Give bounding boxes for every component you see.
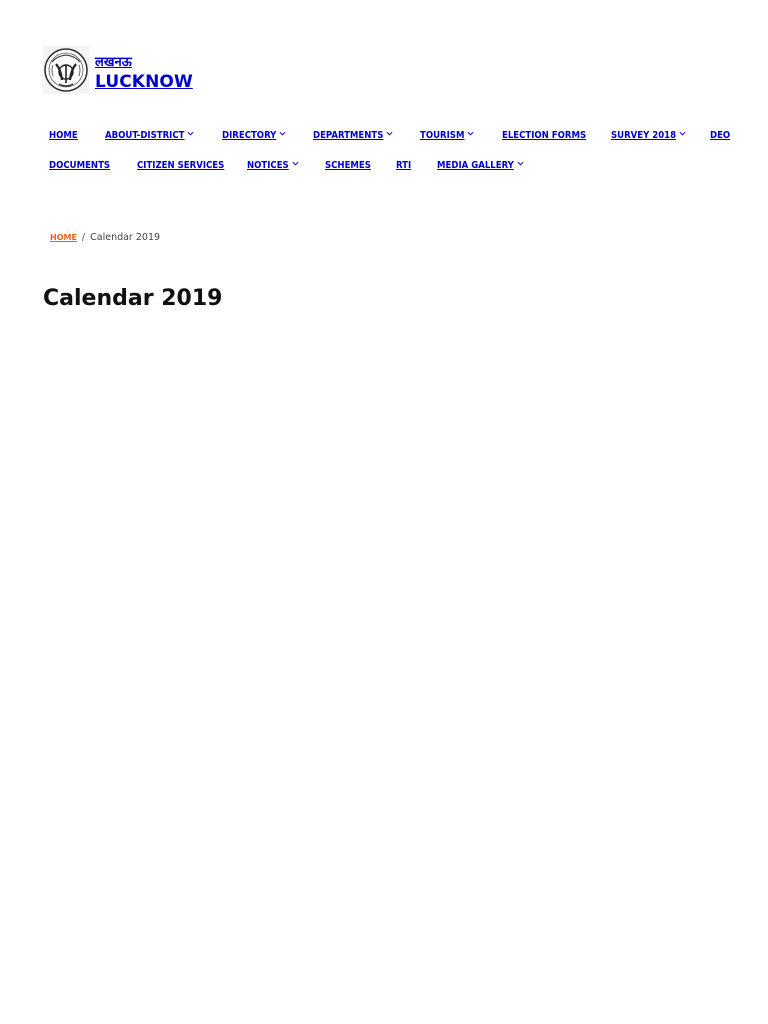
nav-item-home[interactable]: [49, 126, 78, 146]
nav-item-label: TOURISM: [420, 130, 465, 141]
nav-item-label: NOTICES: [247, 160, 289, 171]
nav-item-label: RTI: [396, 160, 412, 171]
nav-item-election-forms[interactable]: [502, 126, 586, 146]
chevron-down-icon: [679, 130, 686, 137]
chevron-down-icon: [467, 130, 474, 137]
nav-item-media-gallery[interactable]: [437, 156, 524, 176]
nav-row-1: [0, 126, 768, 146]
nav-item-deo[interactable]: [710, 126, 730, 146]
nav-item-label: HOME: [49, 130, 78, 141]
nav-item-schemes[interactable]: [325, 156, 371, 176]
nav-item-directory[interactable]: [222, 126, 286, 146]
nav-item-survey-2018[interactable]: [611, 126, 686, 146]
site-name-hindi-link[interactable]: लखनऊ: [95, 55, 132, 70]
breadcrumb-current: Calendar 2019: [90, 232, 161, 243]
nav-item-rti[interactable]: [396, 156, 411, 176]
nav-item-citizen-services[interactable]: [137, 156, 224, 176]
nav-item-label: DEPARTMENTS: [313, 130, 384, 141]
nav-item-notices[interactable]: [247, 156, 299, 176]
breadcrumb: [50, 231, 160, 245]
nav-item-label: ABOUT-DISTRICT: [105, 130, 185, 141]
chevron-down-icon: [292, 160, 299, 167]
breadcrumb-home-link[interactable]: HOME: [50, 233, 77, 242]
site-brand[interactable]: [43, 46, 193, 94]
nav-row-2: [0, 156, 768, 176]
nav-item-label: DIRECTORY: [222, 130, 277, 141]
page-title: Calendar 2019: [43, 286, 223, 311]
nav-item-departments[interactable]: [313, 126, 393, 146]
nav-item-label: DOCUMENTS: [49, 160, 111, 171]
nav-item-label: ELECTION FORMS: [502, 130, 587, 141]
chevron-down-icon: [386, 130, 393, 137]
breadcrumb-separator: /: [81, 232, 86, 243]
site-name-link[interactable]: LUCKNOW: [95, 72, 193, 92]
chevron-down-icon: [187, 130, 194, 137]
nav-item-tourism[interactable]: [420, 126, 474, 146]
chevron-down-icon: [517, 160, 524, 167]
nav-item-label: DEO: [710, 130, 731, 141]
nav-item-documents[interactable]: [49, 156, 110, 176]
site-brand-text[interactable]: [95, 55, 193, 93]
nav-item-label: SCHEMES: [325, 160, 371, 171]
nav-item-label: CITIZEN SERVICES: [137, 160, 225, 171]
nav-item-label: SURVEY 2018: [611, 130, 677, 141]
chevron-down-icon: [279, 130, 286, 137]
up-state-emblem-icon[interactable]: [43, 46, 89, 94]
nav-item-about-district[interactable]: [105, 126, 194, 146]
nav-item-label: MEDIA GALLERY: [437, 160, 514, 171]
